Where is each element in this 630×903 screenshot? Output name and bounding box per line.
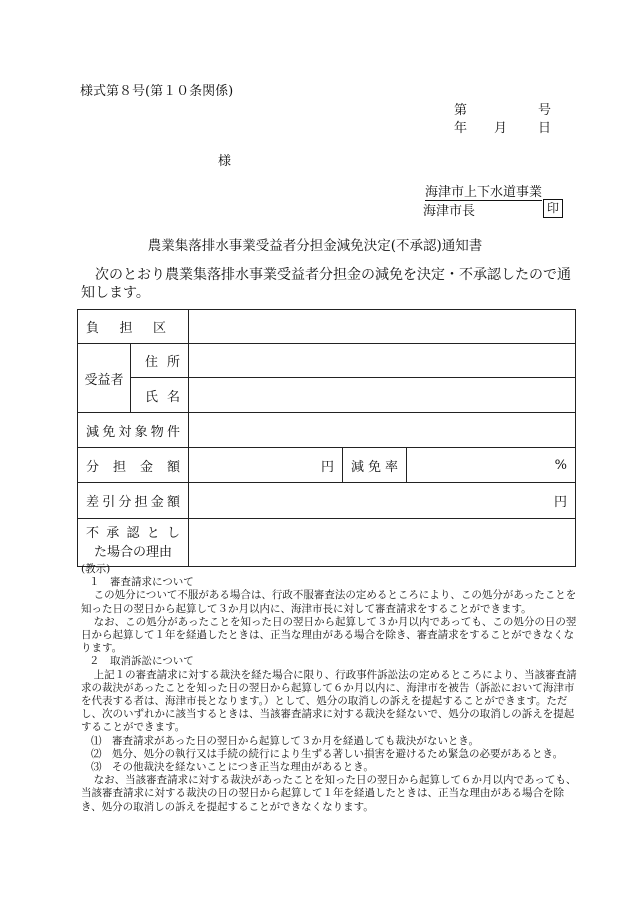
year-label: 年 bbox=[454, 121, 468, 136]
seal-mark: 印 bbox=[543, 199, 563, 218]
label-target-property: 減免対象物件 bbox=[78, 413, 189, 448]
form-number: 様式第８号(第１０条関係) bbox=[80, 84, 234, 99]
number-prefix: 第 bbox=[454, 103, 468, 118]
reason-line-1: 不承認とし bbox=[86, 525, 181, 541]
document-title: 農業集落排水事業受益者分担金減免決定(不承認)通知書 bbox=[147, 238, 483, 254]
label-rejection-reason bbox=[78, 519, 189, 567]
row-burden-area bbox=[78, 310, 576, 344]
row-amount bbox=[78, 448, 576, 483]
value-address[interactable] bbox=[189, 344, 576, 378]
label-address: 住所 bbox=[131, 344, 189, 378]
row-address bbox=[78, 344, 576, 378]
issuer-organization: 海津市上下水道事業 bbox=[425, 181, 542, 201]
value-target-property[interactable] bbox=[189, 413, 576, 448]
row-net-amount bbox=[78, 483, 576, 519]
label-amount: 分担金額 bbox=[78, 448, 189, 483]
notes-heading: (教示) bbox=[81, 563, 111, 575]
number-suffix: 号 bbox=[538, 103, 552, 118]
section-2-paragraph-2: なお、当該審査請求に対する裁決があったことを知った日の翌日から起算して６か月以内であっても、当該審査請求に対する裁決の日の翌日から起算して１年を経過したときは、正当な理由がある場合を除き、処分の取消しの訴えを提起することができなくなります。 bbox=[81, 774, 577, 813]
section-2-item-1: ⑴ 審査請求があった日の翌日から起算して３か月を経過しても裁決がないとき。 bbox=[91, 734, 479, 747]
value-burden-area[interactable] bbox=[189, 310, 576, 344]
label-net-amount: 差引分担金額 bbox=[78, 483, 189, 519]
value-name[interactable] bbox=[189, 378, 576, 413]
value-reduction-rate[interactable] bbox=[407, 448, 576, 483]
value-net-amount[interactable] bbox=[189, 483, 576, 519]
reason-line-2: た場合の理由 bbox=[94, 544, 173, 560]
intro-paragraph bbox=[81, 266, 581, 302]
section-2-item-2: ⑵ 処分、処分の執行又は手続の続行により生ずる著しい損害を避けるため緊急の必要があるとき。 bbox=[91, 747, 564, 760]
section-1-title: １ 審査請求について bbox=[89, 576, 194, 589]
value-rejection-reason[interactable] bbox=[189, 519, 576, 567]
reduction-table bbox=[77, 309, 576, 567]
instruction-notes bbox=[81, 563, 581, 814]
month-label: 月 bbox=[494, 121, 508, 136]
intro-text: 次のとおり農業集落排水事業受益者分担金の減免を決定・不承認したので通知します。 bbox=[81, 267, 571, 301]
addressee-honorific: 様 bbox=[218, 154, 232, 169]
value-amount[interactable] bbox=[189, 448, 343, 483]
label-name: 氏名 bbox=[131, 378, 189, 413]
unit-percent: % bbox=[554, 457, 568, 473]
label-reduction-rate: 減免率 bbox=[343, 448, 407, 483]
section-2-item-3: ⑶ その他裁決を経ないことにつき正当な理由があるとき。 bbox=[91, 761, 374, 774]
row-target-property bbox=[78, 413, 576, 448]
unit-yen-net: 円 bbox=[554, 495, 568, 510]
section-2-paragraph-1: 上記１の審査請求に対する裁決を経た場合に限り、行政事件訴訟法の定めるところにより、当該審査請求の裁決があったことを知った日の翌日から起算して６か月以内に、海津市を被告（訴訟において海津市を代表する者は、海津市長となります。）として、処分の取消しの訴えを提起することができます。ただし、次のいずれかに該当するときは、当該審査請求に対する裁決を経ないで、処分の取消しの訴えを提起することができます。 bbox=[81, 668, 577, 734]
day-label: 日 bbox=[538, 121, 552, 136]
row-name bbox=[78, 378, 576, 413]
section-1-paragraph-1: この処分について不服がある場合は、行政不服審査法の定めるところにより、この処分があったことを知った日の翌日から起算して３か月以内に、海津市長に対して審査請求をすることができます。 bbox=[81, 589, 577, 615]
section-1-paragraph-2: なお、この処分があったことを知った日の翌日から起算して３か月以内であっても、この処分の日の翌日から起算して１年を経過したときは、正当な理由がある場合を除き、審査請求をすることができなくなります。 bbox=[81, 615, 577, 655]
row-rejection-reason bbox=[78, 519, 576, 567]
label-burden-area: 負担区 bbox=[78, 310, 189, 344]
issuer-title: 海津市長 bbox=[423, 204, 476, 219]
section-2-title: ２ 取消訴訟について bbox=[89, 655, 194, 668]
label-beneficiary: 受益者 bbox=[78, 344, 131, 413]
unit-yen: 円 bbox=[321, 459, 335, 475]
